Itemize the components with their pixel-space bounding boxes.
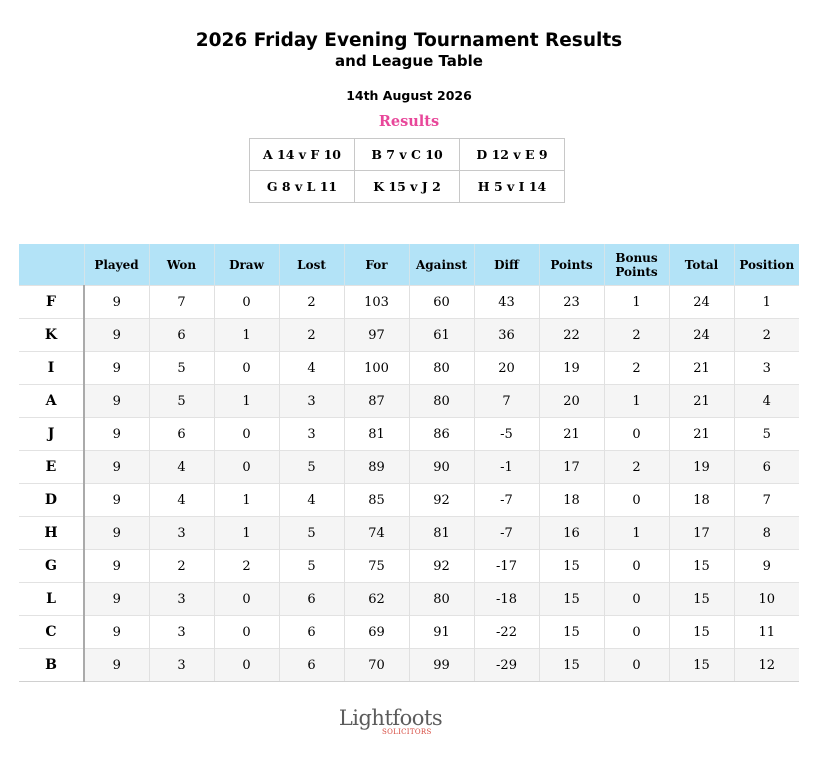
table-cell: 3 [734,352,799,385]
table-cell: 2 [604,319,669,352]
table-cell: 7 [474,385,539,418]
table-cell: 20 [474,352,539,385]
table-cell: 0 [214,616,279,649]
table-cell: 74 [344,517,409,550]
table-cell: 6 [149,319,214,352]
table-cell: 99 [409,649,474,682]
table-cell: -17 [474,550,539,583]
page-title: 2026 Friday Evening Tournament Results [195,30,623,51]
table-cell: 23 [539,286,604,319]
table-cell: 6 [149,418,214,451]
table-cell: 12 [734,649,799,682]
table-row [19,451,799,484]
table-cell: 0 [214,418,279,451]
table-cell: 15 [539,550,604,583]
table-cell: 10 [734,583,799,616]
table-cell: 21 [669,418,734,451]
team-name: A [19,385,84,418]
table-cell: 7 [734,484,799,517]
team-name: B [19,649,84,682]
table-cell: 0 [214,649,279,682]
table-cell: 19 [539,352,604,385]
table-cell: 5 [149,385,214,418]
table-cell: 20 [539,385,604,418]
logo-name: Lightfoots [338,706,443,730]
table-cell: 75 [344,550,409,583]
table-cell: 0 [604,550,669,583]
table-cell: 4 [279,352,344,385]
table-cell: 1 [604,385,669,418]
table-cell: 21 [539,418,604,451]
table-cell: 2 [279,319,344,352]
table-row [19,352,799,385]
team-name: L [19,583,84,616]
header-lost: Lost [279,244,344,286]
table-cell: 15 [669,550,734,583]
table-cell: 60 [409,286,474,319]
table-cell: 5 [734,418,799,451]
team-name: K [19,319,84,352]
header-position: Position [734,244,799,286]
table-cell: 11 [734,616,799,649]
table-cell: 92 [409,550,474,583]
table-cell: 62 [344,583,409,616]
header-draw: Draw [214,244,279,286]
table-cell: 1 [214,484,279,517]
table-cell: 2 [149,550,214,583]
table-cell: 1 [604,286,669,319]
table-cell: 0 [604,418,669,451]
table-cell: 9 [84,616,149,649]
table-cell: 19 [669,451,734,484]
table-cell: 9 [84,319,149,352]
table-cell: 2 [214,550,279,583]
result-cell: B 7 v C 10 [355,139,460,171]
table-cell: 3 [149,517,214,550]
table-cell: 21 [669,385,734,418]
table-cell: 21 [669,352,734,385]
table-cell: 6 [279,649,344,682]
table-cell: 1 [604,517,669,550]
result-cell: H 5 v I 14 [460,171,565,203]
table-cell: 1 [734,286,799,319]
table-cell: 69 [344,616,409,649]
table-cell: 15 [539,616,604,649]
table-row [19,418,799,451]
table-cell: 9 [84,286,149,319]
league-table [19,244,799,682]
table-cell: 89 [344,451,409,484]
table-cell: 4 [149,484,214,517]
table-cell: 15 [669,649,734,682]
table-cell: 4 [149,451,214,484]
table-row [19,649,799,682]
results-row [250,171,565,203]
table-cell: 0 [214,352,279,385]
team-name: D [19,484,84,517]
logo-sub: SOLICITORS [382,728,432,736]
header-diff: Diff [474,244,539,286]
table-cell: 3 [149,616,214,649]
table-cell: 2 [734,319,799,352]
table-cell: 15 [669,583,734,616]
page-subtitle: and League Table [335,52,483,70]
table-cell: -22 [474,616,539,649]
table-cell: 85 [344,484,409,517]
table-cell: 5 [279,550,344,583]
table-row [19,517,799,550]
table-cell: 16 [539,517,604,550]
table-row [19,550,799,583]
results-heading: Results [378,113,440,130]
table-cell: 36 [474,319,539,352]
result-cell: K 15 v J 2 [355,171,460,203]
table-cell: 2 [279,286,344,319]
team-name: C [19,616,84,649]
table-cell: 81 [409,517,474,550]
table-cell: 6 [279,583,344,616]
table-cell: 9 [84,385,149,418]
table-cell: 3 [149,649,214,682]
table-cell: 97 [344,319,409,352]
table-cell: 100 [344,352,409,385]
result-cell: D 12 v E 9 [460,139,565,171]
table-cell: 3 [279,385,344,418]
team-name: J [19,418,84,451]
header-points: Points [539,244,604,286]
table-cell: 0 [604,649,669,682]
header-for: For [344,244,409,286]
table-cell: 17 [539,451,604,484]
table-cell: 91 [409,616,474,649]
table-cell: 0 [604,484,669,517]
league-header-row [19,244,799,286]
table-cell: 0 [214,286,279,319]
table-cell: 17 [669,517,734,550]
table-cell: 2 [604,352,669,385]
table-row [19,319,799,352]
table-cell: -18 [474,583,539,616]
results-table [249,138,565,203]
table-cell: 24 [669,319,734,352]
result-cell: G 8 v L 11 [250,171,355,203]
table-cell: 0 [604,583,669,616]
table-cell: 9 [84,451,149,484]
results-row [250,139,565,171]
table-row [19,385,799,418]
table-cell: 9 [84,583,149,616]
table-cell: 15 [669,616,734,649]
table-cell: 1 [214,385,279,418]
header-total: Total [669,244,734,286]
table-cell: 90 [409,451,474,484]
table-cell: 9 [84,550,149,583]
table-cell: -7 [474,484,539,517]
table-cell: 5 [279,451,344,484]
table-cell: 18 [539,484,604,517]
table-cell: 9 [84,352,149,385]
table-row [19,484,799,517]
table-cell: 9 [84,484,149,517]
header-played: Played [84,244,149,286]
team-name: H [19,517,84,550]
header-team [19,244,84,286]
table-cell: 18 [669,484,734,517]
table-cell: 92 [409,484,474,517]
table-cell: 22 [539,319,604,352]
header-won: Won [149,244,214,286]
table-cell: 3 [149,583,214,616]
table-cell: 103 [344,286,409,319]
table-cell: 6 [279,616,344,649]
lightfoots-logo [0,706,781,736]
table-cell: -5 [474,418,539,451]
table-cell: 0 [214,583,279,616]
date-label: 14th August 2026 [346,88,472,103]
table-cell: -1 [474,451,539,484]
table-cell: 9 [734,550,799,583]
team-name: I [19,352,84,385]
table-row [19,286,799,319]
table-cell: 15 [539,583,604,616]
header-bonus-points: Bonus Points [604,244,669,286]
table-cell: 2 [604,451,669,484]
table-cell: 24 [669,286,734,319]
table-cell: -29 [474,649,539,682]
table-cell: 9 [84,649,149,682]
table-cell: 9 [84,517,149,550]
table-cell: 61 [409,319,474,352]
table-cell: 86 [409,418,474,451]
header-against: Against [409,244,474,286]
table-cell: 4 [279,484,344,517]
table-cell: 87 [344,385,409,418]
table-cell: 81 [344,418,409,451]
table-cell: 3 [279,418,344,451]
table-cell: 70 [344,649,409,682]
table-cell: 4 [734,385,799,418]
table-cell: 1 [214,517,279,550]
table-cell: 15 [539,649,604,682]
table-cell: 0 [214,451,279,484]
table-cell: 0 [604,616,669,649]
team-name: E [19,451,84,484]
table-cell: -7 [474,517,539,550]
team-name: F [19,286,84,319]
table-cell: 1 [214,319,279,352]
result-cell: A 14 v F 10 [250,139,355,171]
table-cell: 80 [409,385,474,418]
table-cell: 43 [474,286,539,319]
table-cell: 6 [734,451,799,484]
table-cell: 8 [734,517,799,550]
table-cell: 7 [149,286,214,319]
team-name: G [19,550,84,583]
table-cell: 5 [149,352,214,385]
table-cell: 9 [84,418,149,451]
table-cell: 80 [409,352,474,385]
table-cell: 80 [409,583,474,616]
table-cell: 5 [279,517,344,550]
table-row [19,583,799,616]
table-row [19,616,799,649]
